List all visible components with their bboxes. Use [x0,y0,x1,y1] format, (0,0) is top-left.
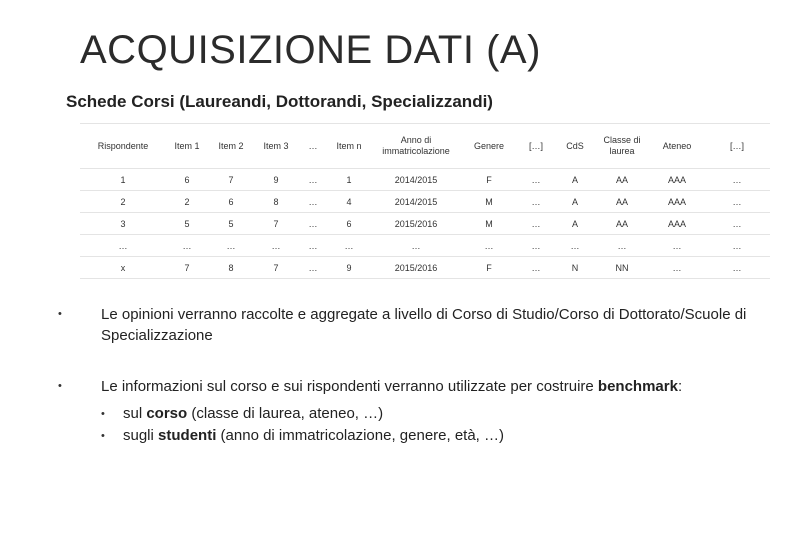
bullet-dot-icon: • [58,380,62,392]
table-cell: x [80,257,166,279]
text-segment: sul [123,405,147,422]
table-cell: A [556,169,594,191]
text-segment: : [677,378,683,395]
table-cell: 2014/2015 [370,169,462,191]
slide-subtitle: Schede Corsi (Laureandi, Dottorandi, Specializzandi) [66,92,493,111]
table-cell: 8 [208,257,254,279]
table-cell: … [704,169,770,191]
table-cell: AA [594,191,650,213]
column-header: […] [704,124,770,169]
table-cell: … [462,235,516,257]
table-cell: 2014/2015 [370,191,462,213]
bullet-item [58,376,798,447]
column-header: … [298,124,328,169]
table-cell: … [704,257,770,279]
table-cell: 4 [328,191,370,213]
table-cell: N [556,257,594,279]
text-segment: (anno di immatricolazione, genere, età, …) [216,427,505,444]
table-header [80,124,770,169]
table-row [80,169,770,191]
table-cell: 5 [166,213,208,235]
table-cell: … [516,257,556,279]
table-cell: AA [594,169,650,191]
data-table [80,123,770,279]
table-cell: … [370,235,462,257]
table-cell: AAA [650,191,704,213]
table-cell: 5 [208,213,254,235]
table-cell: … [516,169,556,191]
column-header: Genere [462,124,516,169]
table-cell: 2015/2016 [370,257,462,279]
table-cell: F [462,257,516,279]
table-cell: 7 [166,257,208,279]
table-cell: 1 [80,169,166,191]
table-cell: … [704,213,770,235]
table-cell: 2 [80,191,166,213]
table-cell: … [208,235,254,257]
table-cell: … [254,235,298,257]
bullet-dot-icon: • [101,430,105,442]
table-cell: … [516,191,556,213]
sub-bullet-list [101,403,798,447]
table-cell: AAA [650,169,704,191]
table-cell: A [556,213,594,235]
text-segment: sugli [123,427,159,444]
table-cell: … [298,169,328,191]
column-header: Item 3 [254,124,298,169]
table-cell: NN [594,257,650,279]
table-cell: AAA [650,213,704,235]
table-cell: … [594,235,650,257]
table-cell: 6 [208,191,254,213]
table-cell: 8 [254,191,298,213]
table-cell: M [462,213,516,235]
table-cell: 1 [328,169,370,191]
bold-text: benchmark [597,378,678,395]
column-header: Item 1 [166,124,208,169]
table-cell: 7 [254,257,298,279]
table-header-row [80,124,770,169]
table-cell: … [516,213,556,235]
column-header: […] [516,124,556,169]
table-cell: … [328,235,370,257]
table-body [80,169,770,279]
table-cell: … [704,235,770,257]
table-row [80,257,770,279]
sub-bullet-item [101,425,798,447]
column-header: Item 2 [208,124,254,169]
table-cell: F [462,169,516,191]
table-cell: … [650,235,704,257]
column-header: CdS [556,124,594,169]
column-header: Ateneo [650,124,704,169]
table-row [80,213,770,235]
text-segment: Le opinioni verranno raccolte e aggregate a livello di Corso di Studio/Corso di Dottorato/Scuole di Specializzazione [101,306,747,344]
table-cell: A [556,191,594,213]
table-cell: … [298,213,328,235]
table-cell: … [704,191,770,213]
table-cell: 6 [328,213,370,235]
bold-text: studenti [158,427,217,444]
table-cell: 7 [254,213,298,235]
column-header: Classe di laurea [594,124,650,169]
slide-title: ACQUISIZIONE DATI (A) [80,28,541,72]
column-header: Anno di immatricolazione [370,124,462,169]
column-header: Item n [328,124,370,169]
table-cell: 6 [166,169,208,191]
table-cell: … [298,235,328,257]
text-segment: (classe di laurea, ateneo, …) [187,405,384,422]
table-cell: … [650,257,704,279]
table-cell: 9 [254,169,298,191]
table-row [80,191,770,213]
column-header: Rispondente [80,124,166,169]
table-cell: 9 [328,257,370,279]
table-row [80,235,770,257]
table-cell: AA [594,213,650,235]
table-cell: 2015/2016 [370,213,462,235]
table-cell: … [298,257,328,279]
table-cell: … [298,191,328,213]
text-segment: Le informazioni sul corso e sui rispondenti verranno utilizzate per costruire [101,378,598,395]
table-cell: 7 [208,169,254,191]
table-cell: … [80,235,166,257]
table-cell: M [462,191,516,213]
bold-text: corso [146,405,188,422]
bullet-dot-icon: • [58,308,62,320]
bullet-item [58,304,798,346]
bullet-list [58,304,798,447]
table-cell: … [166,235,208,257]
table-cell: 2 [166,191,208,213]
table-cell: … [516,235,556,257]
table-cell: 3 [80,213,166,235]
table-cell: … [556,235,594,257]
data-table-container [80,123,744,279]
bullet-dot-icon: • [101,408,105,420]
sub-bullet-item [101,403,798,425]
